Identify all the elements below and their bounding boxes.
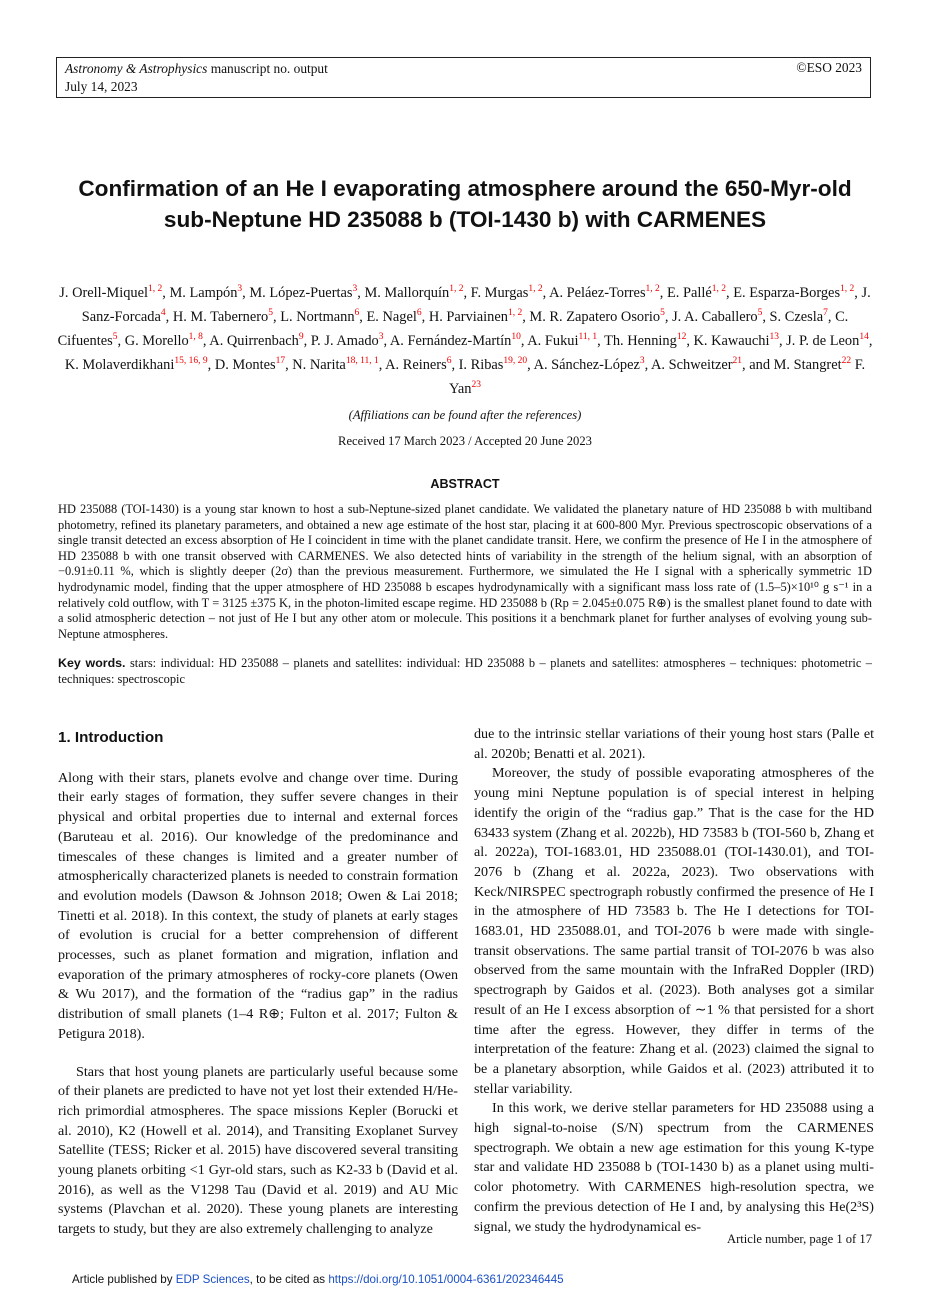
author-name: A. Reiners	[385, 356, 447, 373]
author-name: M. López-Puertas	[249, 284, 353, 301]
author-name: L. Nortmann	[280, 308, 355, 325]
author-affiliation-marker: 1, 8	[188, 332, 203, 342]
abstract-heading: ABSTRACT	[430, 477, 500, 491]
author-affiliation-marker: 21	[732, 356, 743, 366]
author-name: J. Orell-Miquel	[59, 284, 149, 301]
author-name: A. Quirrenbach	[209, 332, 299, 349]
author-name: H. M. Tabernero	[172, 308, 269, 325]
right-paragraph-continued: due to the intrinsic stellar variations of their young host stars (Palle et al. 2020b; Benatti et al. 2021).	[474, 726, 874, 762]
affiliations-note: (Affiliations can be found after the references)	[348, 408, 582, 422]
publisher-link[interactable]: EDP Sciences	[175, 1273, 250, 1286]
page-number: Article number, page 1 of 17	[727, 1232, 872, 1246]
author-affiliation-marker: 4	[160, 308, 166, 318]
author	[733, 285, 854, 301]
author	[364, 285, 463, 301]
keywords-label: Key words.	[58, 656, 126, 670]
author-affiliation-marker: 3	[378, 332, 384, 342]
author	[65, 357, 208, 373]
publication-footer	[72, 1273, 564, 1286]
author-name: J. Sanz-Forcada	[81, 284, 871, 325]
author	[173, 309, 273, 325]
author-name: E. Pallé	[667, 284, 712, 301]
header-date: July 14, 2023	[65, 78, 138, 94]
manuscript-label: manuscript no. output	[207, 61, 328, 76]
author-affiliation-marker: 3	[352, 284, 358, 294]
author-affiliation-marker: 1, 2	[507, 308, 523, 318]
author-affiliation-marker: 1, 2	[449, 284, 464, 294]
author-affiliation-marker: 12	[676, 332, 687, 342]
author	[471, 285, 543, 301]
author-affiliation-marker: 6	[446, 356, 452, 366]
author-affiliation-marker: 6	[354, 308, 360, 318]
abstract-text: HD 235088 (TOI-1430) is a young star known to host a sub-Neptune-sized planet candidate. We validated the planetary nature of HD 235088 b with multiband photometry, refined its planetary parameters, and obtained a new age estimate of the host star, placing it at 600-800 Myr. Previous spectroscopic observations of a single transit detected an excess absorption of He I coincident in time with the planet candidate transit. Here, we confirm the presence of He I in the atmosphere of HD 235088 b with one transit observed with CARMENES. We also detected hints of variability in the strength of the helium signal, with an absorption of −0.91±0.11 %, which is slightly deeper (2σ) than the previous measurement. Furthermore, we simulated the He I signal with a spherically symmetric 1D hydrodynamic model, finding that the upper atmosphere of HD 235088 b escapes hydrodynamically with a significant mass loss rate of (1.5–5)×10¹⁰ g s⁻¹ in a relatively cold outflow, with T = 3125 ±375 K, in the photon-limited escape regime. HD 235088 b (Rp = 2.045±0.075 R⊕) is the smallest planet found to date with a solid atmospheric detection – not just of He I but any other atom or molecule. This positions it a benchmark planet for further analyses of evolving young sub-Neptune atmospheres.	[58, 502, 872, 641]
author-name: C. Cifuentes	[57, 308, 849, 349]
author-name: A. Fernández-Martín	[389, 332, 512, 349]
right-paragraph-2: In this work, we derive stellar parameters for HD 235088 using a high signal-to-noise (S/N) spectrum from the CARMENES spectrograph. We obtain a new age estimation for this young K-type star and validate HD 235088 b (TOI-1430 b) as a planet using multi-color photometry. With CARMENES high-resolution spectra, we confirm the previous detection of He I and, by analysing this He(2³S) signal, we study the hydrodynamical es-	[474, 1100, 874, 1235]
author-affiliation-marker: 1, 2	[840, 284, 855, 294]
author	[367, 309, 422, 325]
intro-paragraph-2: Stars that host young planets are particularly useful because some of their planets are predicted to have not yet lost their extended H/He-rich primordial atmospheres. The space missions Kepler (Borucki et al. 2010), K2 (Howell et al. 2014), and Transiting Exoplanet Survey Satellite (TESS; Ricker et al. 2015) have discovered several transiting young planets orbiting <1 Gyr-old stars, such as K2-33 b (David et al. 2016), as well as the V1298 Tau (David et al. 2019) and AU Mic systems (Plavchan et al. 2020). These young planets are interesting targets to study, but they are also extremely challenging to analyze	[58, 1063, 458, 1238]
author-name: N. Narita	[292, 356, 346, 373]
author-affiliation-marker: 17	[275, 356, 286, 366]
author	[125, 333, 203, 349]
author-name: E. Nagel	[366, 308, 417, 325]
author	[209, 333, 303, 349]
author-affiliation-marker: 6	[416, 308, 422, 318]
author-affiliation-marker: 5	[268, 308, 273, 318]
author	[651, 357, 742, 373]
author-name: A. Schweitzer	[651, 356, 733, 373]
author-affiliation-marker: 19, 20	[503, 356, 528, 366]
footer-prefix: Article published by	[72, 1273, 176, 1286]
author-name: Th. Henning	[604, 332, 677, 349]
author-affiliation-marker: 1, 2	[645, 284, 660, 294]
author	[311, 333, 384, 349]
author-affiliation-marker: 18, 11, 1	[345, 356, 379, 366]
left-column	[58, 728, 458, 1240]
paper-title: Confirmation of an He I evaporating atmosphere around the 650-Myr-old sub-Neptune HD 235088 b (TOI-1430 b) with CARMENES	[78, 176, 852, 232]
author-affiliation-marker: 1, 2	[528, 284, 543, 294]
author-name: K. Molaverdikhani	[64, 356, 175, 373]
author-name: S. Czesla	[769, 308, 824, 325]
author	[604, 333, 686, 349]
author	[215, 357, 285, 373]
author-affiliation-marker: 9	[298, 332, 304, 342]
author-name: D. Montes	[214, 356, 276, 373]
author-name: M. Mallorquín	[364, 284, 450, 301]
author-affiliation-marker: 5	[757, 308, 763, 318]
author	[429, 309, 522, 325]
author-affiliation-marker: 5	[112, 332, 118, 342]
author-affiliation-marker: 7	[823, 308, 828, 318]
author	[527, 333, 597, 349]
author-name: P. J. Amado	[310, 332, 379, 349]
author	[667, 285, 726, 301]
author	[529, 309, 664, 325]
author	[534, 357, 645, 373]
author-affiliation-marker: 15, 16, 9	[174, 356, 208, 366]
author	[694, 333, 779, 349]
intro-paragraph-1: Along with their stars, planets evolve and change over time. During their early stages of formation, they suffer severe changes in their physical and orbital properties due to internal and external forces (Baruteau et al. 2016). Our knowledge of the predominance and timescales of these changes is limited and a greater number of atmospherically characterized planets is needed to constrain formation and evolution models (Dawson & Johnson 2018; Owen & Lai 2018; Tinetti et al. 2018). In this context, the study of planets at early stages of evolution is crucial for a better comprehension of different processes, such as planet formation and migration, inflation and evaporation of the primary atmospheres of rocky-core planets (Owen & Wu 2017), and the formation of the “radius gap” in the radius distribution of small planets (1–4 R⊕; Fulton et al. 2017; Fulton & Petigura 2018).	[58, 769, 458, 1042]
author-name: E. Esparza-Borges	[733, 284, 841, 301]
right-column	[474, 725, 874, 1237]
doi-link[interactable]: https://doi.org/10.1051/0004-6361/202346445	[328, 1273, 564, 1286]
author-name: M. Lampón	[169, 284, 238, 301]
author-affiliation-marker: 10	[511, 332, 521, 342]
journal-name: Astronomy & Astrophysics	[65, 61, 208, 76]
author-affiliation-marker: 5	[660, 308, 665, 318]
author	[390, 333, 521, 349]
author-name: K. Kawauchi	[693, 332, 770, 349]
author	[385, 357, 451, 373]
author-name: A. Peláez-Torres	[549, 284, 646, 301]
author	[549, 285, 660, 301]
author-name: F. Murgas	[470, 284, 529, 301]
author-name: G. Morello	[124, 332, 189, 349]
author-affiliation-marker: 14	[859, 332, 869, 342]
author-affiliation-marker: 3	[237, 284, 243, 294]
author	[249, 285, 357, 301]
author-list: J. Orell-Miquel$^{1, 2}$, M. Lampón$^3$, M. López-Puertas$^3$, M. Mallorquín$^{1, 2}$, F. Murgas$^{1, 2}$, A. Peláez-Torres$^{1, 2}$, E. Pallé$^{1, 2}$, E. Esparza-Borges$^{1, 2}$, J. Sanz-Forcada$^4$, H. M. Tabernero$^5$, L. Nortmann$^6$, E. Nagel$^6$, H. Parviainen$^{1, 2}$, M. R. Zapatero Osorio$^5$, J. A. Caballero$^5$, S. Czesla$^7$, C. Cifuentes$^5$, G. Morello$^{1, 8}$, A. Quirrenbach$^9$, P. J. Amado$^3$, A. Fernández-Martín$^{10}$, A. Fukui$^{11, 1}$, Th. Henning$^{12}$, K. Kawauchi$^{13}$, J. P. de Leon$^{14}$, K. Molaverdikhani$^{15, 16, 9}$, D. Montes$^{17}$, N. Narita$^{18, 11, 1}$, A. Reiners$^6$, I. Ribas$^{19, 20}$, A. Sánchez-López$^3$, A. Schweitzer$^{21}$, and M. Stangret$^{22}$ F. Yan$^{23}$	[57, 284, 873, 397]
author-name: I. Ribas	[458, 356, 504, 373]
author	[774, 357, 851, 373]
author-affiliation-marker: 22	[841, 356, 852, 366]
author	[459, 357, 528, 373]
author-name: J. A. Caballero	[672, 308, 758, 325]
author-affiliation-marker: 13	[769, 332, 779, 342]
author	[786, 333, 869, 349]
manuscript-header-box	[56, 57, 871, 98]
footer-middle: , to be cited as	[249, 1273, 329, 1286]
author	[672, 309, 762, 325]
author	[169, 285, 242, 301]
author-name: A. Sánchez-López	[533, 356, 640, 373]
right-paragraph-1: Moreover, the study of possible evaporating atmospheres of the young mini Neptune population is of special interest in helping identify the origin of the “radius gap.” That is the case for the HD 63433 system (Zhang et al. 2022b), HD 73583 b (TOI-560 b, Zhang et al. 2022a), TOI-1683.01, HD 235088.01 (TOI-1430.01), and TOI-2076 b (Zhang et al. 2022a, 2023). Two observations with Keck/NIRSPEC spectrograph robustly confirmed the presence of He I in the atmosphere of HD 73583 b. The He I detections for TOI-1683.01, HD 235088.01, and TOI-2076 b were made with single-transit observations. The same partial transit of TOI-2076 b was also observed from the same mountain with the InfraRed Doppler (IRD) spectrograph by Gaidos et al. (2023). Both analyses got a similar result of an He I excess absorption of ∼1 % that persisted for a short time after the egress. However, they differ in terms of the interpretation of the feature: Zhang et al. (2023) claimed the signal to be a planetary absorption, while Gaidos et al. (2023) attributed it to stellar variability.	[474, 765, 874, 1097]
author-name: M. Stangret	[773, 356, 842, 373]
received-dates: Received 17 March 2023 / Accepted 20 June 2023	[338, 434, 592, 448]
author-name: J. P. de Leon	[786, 332, 860, 349]
author-affiliation-marker: 1, 2	[711, 284, 727, 294]
section-heading-introduction: 1. Introduction	[58, 729, 164, 746]
author-name: A. Fukui	[527, 332, 579, 349]
author-name: F. Yan	[448, 356, 866, 397]
author	[292, 357, 378, 373]
header-left	[65, 60, 328, 95]
author	[59, 285, 162, 301]
author-name: M. R. Zapatero Osorio	[529, 308, 661, 325]
copyright: ©ESO 2023	[796, 60, 862, 75]
author-affiliation-marker: 1, 2	[148, 284, 163, 294]
keywords-text: stars: individual: HD 235088 – planets and satellites: individual: HD 235088 b – planets and satellites: atmospheres – techniques: photometric – techniques: spectroscopic	[58, 656, 872, 686]
author-affiliation-marker: 3	[639, 356, 645, 366]
keywords	[58, 656, 872, 687]
author	[280, 309, 359, 325]
author-affiliation-marker: 23	[471, 380, 482, 390]
author-affiliation-marker: 11, 1	[578, 332, 598, 342]
author-name: H. Parviainen	[428, 308, 508, 325]
author	[770, 309, 828, 325]
